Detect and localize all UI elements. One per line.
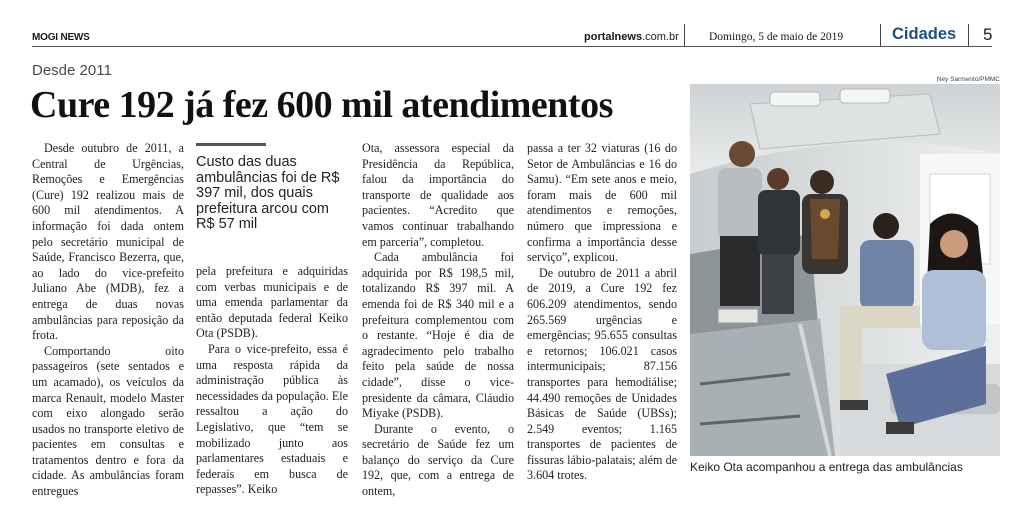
section-name: Cidades <box>892 25 957 43</box>
paragraph: Comportando oito passageiros (sete sentados e um acamado), os veículos da marca Renault, modelo Master com eixo alongado serão usados no transporte eletivo de pacientes em consultas e tratamentos dentro e fora da cidade. As ambulâncias foram entregues <box>32 343 184 499</box>
pull-quote <box>196 143 348 233</box>
site-name: portalnews <box>584 31 643 43</box>
header-rule <box>32 46 992 47</box>
page-number: 5 <box>983 25 993 44</box>
paragraph: Cada ambulância foi adquirida por R$ 198,5 mil, totalizando R$ 397 mil. A emenda foi de R$ 340 mil e a prefeitura complementou com o restante. “Hoje é dia de agradecimento pelo trabalho feito pela saúde de nossa cidade”, disse o vice-presidente da câmara, Cláudio Miyake (PSDB). <box>362 250 514 421</box>
site-url[interactable] <box>584 31 679 43</box>
article-column-3 <box>362 141 514 500</box>
paragraph: pela prefeitura e adquiridas com verbas municipais e de uma emenda parlamentar da então deputada federal Keiko Ota (PSDB). <box>196 264 348 341</box>
ambulance-interior-illustration <box>690 84 1000 456</box>
article-photo <box>690 84 1000 456</box>
site-domain: .com.br <box>642 31 679 43</box>
page-header <box>0 0 1024 50</box>
paragraph: Durante o evento, o secretário de Saúde fez um balanço do serviço da Cure 192, que, com a entrega de ontem, <box>362 421 514 499</box>
article-kicker: Desde 2011 <box>32 62 112 79</box>
header-divider <box>968 24 969 46</box>
pull-quote-rule <box>196 143 266 146</box>
article-column-2 <box>196 264 348 498</box>
paragraph: passa a ter 32 viaturas (16 do Setor de Ambulâncias e 16 do Samu). “Em sete anos e meio, foram mais de 600 mil atendimentos e remoções, número que impressiona e confirma a importância desse serviço”, explicou. <box>527 141 677 265</box>
header-divider <box>684 24 685 46</box>
paragraph: Para o vice-prefeito, essa é uma resposta rápida da administração pública às necessidades da população. Ele ressaltou a ação do Legislativo, que “tem se mobilizado junto aos parlamentares estaduais e federais em busca de repasses”. Keiko <box>196 341 348 497</box>
paragraph: De outubro de 2011 a abril de 2019, a Cure 192 fez 606.209 atendimentos, sendo 265.569 urgências e emergências; 95.655 consultas e retornos; 106.021 casos intermunicipais; 87.156 transportes para hemodiálise; 44.490 remoções de Unidades Básicas de Saúde (UBSs); 2.549 eventos; 1.165 transportes de pacientes de fissuras lábio-palatais; além de 3.604 trotes. <box>527 265 677 483</box>
paragraph: Ota, assessora especial da Presidência da República, falou da importância do transporte de qualidade aos pacientes. “Acredito que vamos continuar trabalhando em parceria”, completou. <box>362 141 514 249</box>
article-column-1 <box>32 141 184 500</box>
issue-date: Domingo, 5 de maio de 2019 <box>709 31 844 43</box>
paragraph: Desde outubro de 2011, a Central de Urgências, Remoções e Emergências (Cure) 192 realizou mais de 600 mil atendimentos. A informação foi dada ontem pelo secretário municipal de Saúde, Francisco Bezerra, que, ao lado do vice-prefeito Juliano Abe (MDB), fez a entrega de duas novas ambulâncias para reposição da frota. <box>32 141 184 343</box>
photo-credit: Ney Sarmento/PMMC <box>936 76 1000 83</box>
article-column-4 <box>527 141 677 484</box>
publication-name: MOGI NEWS <box>32 32 90 43</box>
article-headline: Cure 192 já fez 600 mil atendimentos <box>30 84 613 126</box>
header-divider <box>880 24 881 46</box>
photo-caption: Keiko Ota acompanhou a entrega das ambulâncias <box>690 460 963 474</box>
pull-quote-text: Custo das duas ambulâncias foi de R$ 397 mil, dos quais prefeitura arcou com R$ 57 mil <box>196 154 340 232</box>
